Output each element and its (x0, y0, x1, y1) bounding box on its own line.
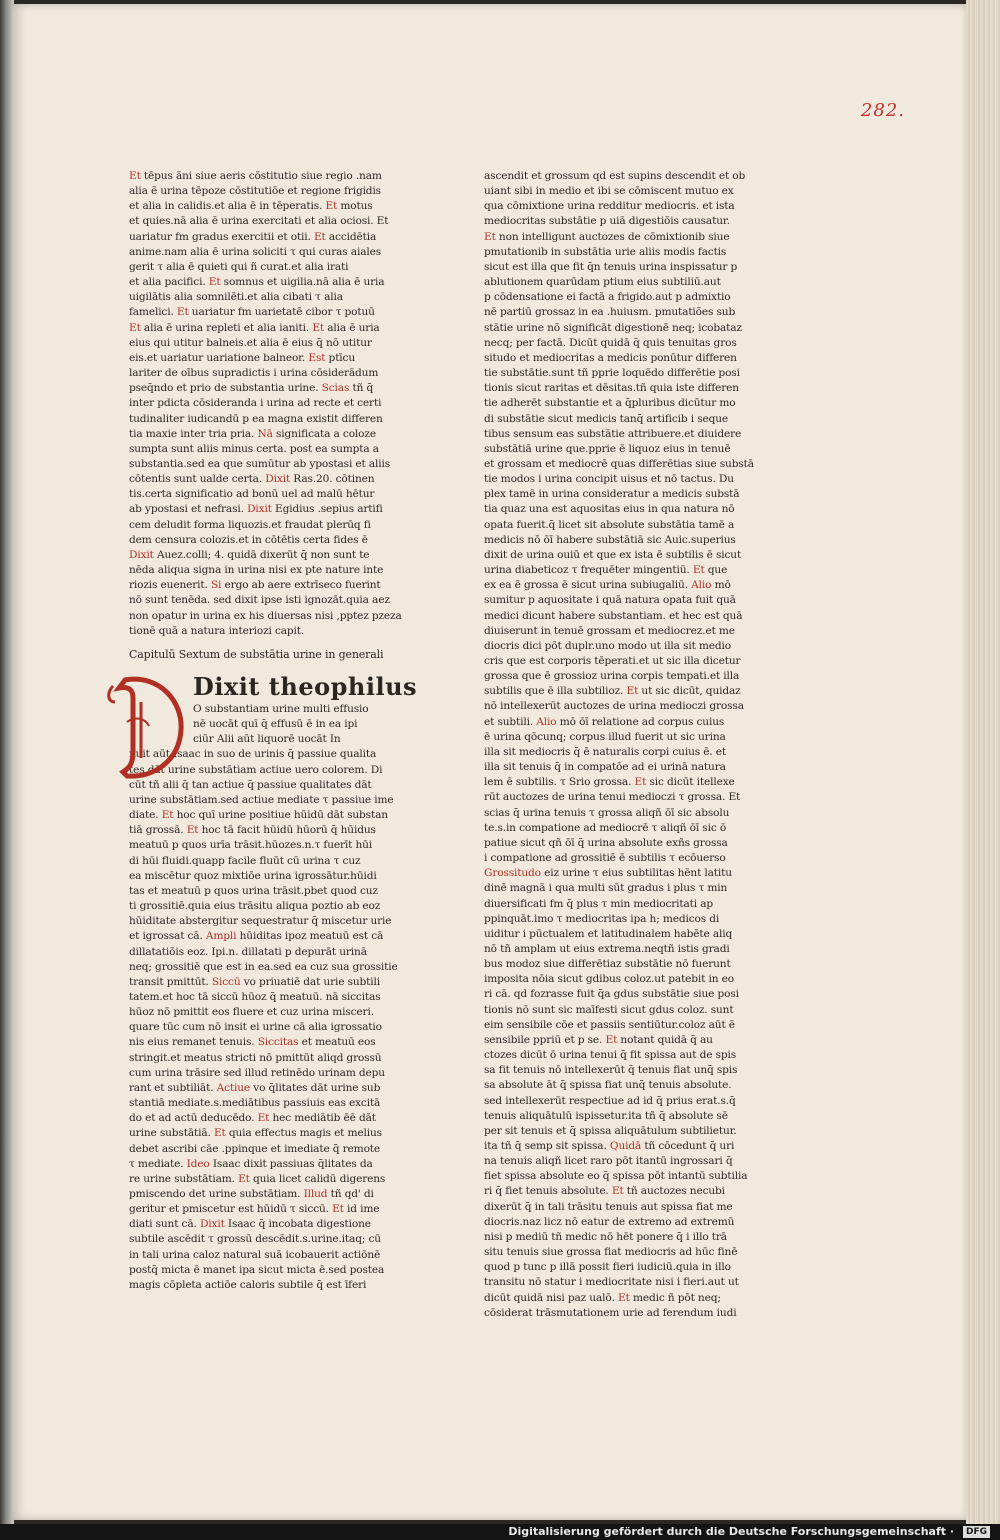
text-line: et grossam et mediocrē quas differētias siue substā (484, 457, 754, 470)
text-line: cum urina trāsire sed illud retinēdo urinam depu (129, 1066, 385, 1079)
text-line: riozis euenerit. Si ergo ab aere extrīseco fuerint (129, 579, 381, 592)
text-line: transit pmittūt. Siccū vo priuatiē dat urie subtili (129, 975, 380, 988)
text-line: di substātie sicut medicis tanq̄ artificib i seque (484, 412, 729, 425)
chapter-rubric: Capitulū Sextum de substātia urine in generali (129, 647, 384, 661)
text-line: τ mediate. Ideo Isaac dixit passiuas q̄litates da (129, 1157, 373, 1170)
text-line: diuiserunt in tenuē grossam et mediocrez.et me (484, 624, 735, 637)
text-line: uiant sibi in medio et ibi se cōmiscent mutuo ex (484, 185, 734, 198)
text-line: tes dāt urine substātiam actiue uero colorem. Di (129, 763, 383, 776)
text-line: medici dicunt habere substantiam. et hec est quā (484, 609, 743, 622)
text-line: neq; grossitiē que est in ea.sed ea cuz sua grossitie (129, 960, 398, 973)
text-line: do et ad actū deducēdo. Et hec mediātib ēē dāt (129, 1112, 376, 1125)
text-line: i compatione ad grossitiē ē subtilis τ ecōuerso (484, 852, 726, 865)
text-line: substantia.sed ea que sumūtur ab ypostasi et aliis (129, 457, 391, 470)
text-line: ppinquāt.imo τ mediocritas ipa h; medicos di (484, 912, 720, 925)
text-line: nēda aliqua signa in urina nisi ex pte nature inte (129, 564, 384, 577)
text-line: patiue sicut qñ ōī q̄ urina absolute exñs grossa (484, 836, 728, 849)
text-line: inter pdicta cōsideranda i urina ad recte et certi (129, 397, 382, 410)
text-line: subtile ascēdit τ grossū descēdit.s.urine.itaq; cū (129, 1233, 381, 1246)
text-line: ri q̄ fiet tenuis absolute. Et tñ auctozes necubi (484, 1185, 725, 1198)
text-line: diuersificati fm q̄ plus τ min mediocritati ap (484, 897, 714, 910)
text-line: sa absolute āt q̄ spissa fiat unq̄ tenuis absolute. (484, 1079, 732, 1092)
footer-bar (0, 1524, 1000, 1540)
text-line: Et non intelligunt auctozes de cōmixtionib siue (484, 230, 730, 243)
dfg-logo: DFG (963, 1526, 990, 1538)
text-line: nis eius remanet tenuis. Siccitas et meatuū eos (129, 1036, 376, 1049)
left-column-text-bottom (129, 702, 398, 1293)
text-line: tionis sicut raritas et dēsitas.tñ quia iste differen (484, 382, 739, 395)
footer-credit: Digitalisierung gefördert durch die Deutsche Forschungsgemeinschaft · (508, 1525, 954, 1538)
text-line: urine substātiā. Et quia effectus magis et melius (129, 1127, 382, 1140)
text-line: tas et meatuū p quos urina trāsit.pbet quod cuz (129, 884, 378, 897)
text-line: Et tēpus āni siue aeris cōstitutio siue regio .nam (129, 170, 382, 182)
text-line: eis.et uariatur uariatione balneor. Est ptīcu (129, 351, 355, 364)
text-line: situ tenuis siue grossa fiat mediocris ad hūc finē (484, 1246, 738, 1259)
text-line: ablutionem quarūdam ptium eius subtiliū.aut (484, 276, 721, 289)
text-line: quod p tunc p illā possit fieri iudiciū.quia in illo (484, 1261, 731, 1274)
text-line: rūt auctozes de urina tenui medioczi τ grossa. Et (484, 791, 741, 804)
text-line: scias q̄ urina tenuis τ grossa aliqñ ōī sic absolu (484, 806, 730, 819)
text-line: necq; per factā. Dicūt quidā q̄ quis tenuitas gros (484, 336, 737, 349)
text-line: substātiā urine que.pprie ē liquoz eius in tenuē (484, 442, 731, 455)
text-line: cūt tñ alii q̄ tan actiue q̄ passiue qualitates dāt (129, 778, 372, 791)
text-line: diocris dici pōt duplr.uno modo ut illa sit medio (484, 639, 732, 652)
text-line: pmutationib in substātia urie aliis modis factis (484, 245, 727, 258)
text-line: pseq̄ndo et prio de substantia urine. Scias tñ q̄ (129, 382, 374, 395)
right-column (484, 169, 754, 1321)
text-line: transitu nō statur i mediocritate nisi i fieri.aut ut (484, 1276, 739, 1289)
text-line: dem censura colozis.et in cōtētis certa fides ē (129, 533, 368, 546)
right-column-text (484, 169, 754, 1321)
text-line: ciūr Alii aūt liquorē uocāt In (193, 733, 341, 746)
text-line: nisi p mediū tñ medic nō hēt ponere q̄ i illo trā (484, 1230, 727, 1243)
text-line: ē urina qōcunq; corpus illud fuerit ut sic urina (484, 730, 726, 743)
text-line: ascendit et grossum qd est supins descendit et ob (484, 170, 746, 182)
text-line: lariter de oībus supradictis i urina cōsiderādum (129, 367, 379, 380)
text-line: diate. Et hoc quī urine positiue hūidū dāt substan (129, 809, 388, 822)
text-line: per sit tenuis et q̄ spissa aliquātulum subtilietur. (484, 1124, 737, 1137)
text-line: dicūt quidā nisi paz ualō. Et medic ñ pōt neq; (484, 1291, 721, 1304)
text-line: grossa que ē grossioz urina corpis tempati.et illa (484, 670, 740, 683)
text-line: ex ea ē grossa ē sicut urina subiugaliū. Alio mō (484, 579, 731, 592)
text-line: tudinaliter iudicandū p ea magna existit differen (129, 412, 383, 425)
text-line: hūoz nō pmittit eos fluere et cuz urina misceri. (129, 1006, 374, 1019)
text-line: ea miscētur quoz mixtiōe urina igrossātur.hūidi (129, 869, 377, 882)
text-line: tiā grossā. Et hoc tā facit hūidū hūorū q̄ hūidus (129, 824, 376, 837)
text-line: fiet spissa absolute eo q̄ spissa pōt intantū subtilia (484, 1170, 748, 1183)
text-line: te.s.in compatione ad mediocrē τ aliqñ ōī sic ō (484, 821, 727, 834)
text-line: famelici. Et uariatur fm uarietatē cibor τ potuū (129, 306, 375, 319)
text-line: tia maxie inter tria pria. Nā significata a coloze (129, 427, 376, 440)
text-line: tatem.et hoc tā siccū hūoz q̄ meatuū. nā siccitas (129, 990, 381, 1003)
text-line: bus modoz siue differētiaz substātie nō fuerunt (484, 958, 731, 971)
text-line: debet ascribi cāe .ppinque et imediate q̄ remote (129, 1142, 381, 1155)
text-line: dillatatiōis eoz. Ipi.n. dillatati p depurāt urinā (129, 945, 367, 958)
page-stack-edge (966, 0, 1000, 1524)
text-line: ita tñ q̄ semp sit spissa. Quidā tñ cōcedunt q̄ uri (484, 1140, 735, 1152)
text-line: sa fit tenuis nō intellexerūt q̄ tenuis fiat unq̄ spis (484, 1064, 738, 1077)
text-line: eius qui utitur balneis.et alia ē eius q̄ nō utitur (129, 336, 372, 349)
text-line: na tenuis aliqñ licet raro pōt itantū ingrossari q̄ (484, 1155, 733, 1168)
folio-number: 282. (860, 100, 905, 121)
text-line: uiditur i pūctualem et latitudinalem habēte aliq (484, 927, 733, 940)
text-line: imposita nōia sicut gdibus coloz.ut patebit in eo (484, 973, 734, 986)
text-line: p cōdensatione ei factā a frigido.aut p admixtio (484, 291, 731, 304)
text-line: geritur et pmiscetur est hūidū τ siccū. Et id ime (129, 1203, 380, 1216)
text-line: dixerūt q̄ in tali trāsitu tenuis aut spissa fiat me (484, 1200, 733, 1213)
text-line: tia quaz una est aquositas eius in qua natura nō (484, 503, 735, 516)
text-line: et subtili. Alio mō ōī relatione ad corpus cuius (484, 715, 725, 728)
text-line: re urine substātiam. Et quia licet calidū digerens (129, 1172, 386, 1185)
text-line: illa sit tenuis q̄ in compatōe ad ei urinā natura (484, 761, 726, 774)
text-line: et alia pacifici. Et somnus et uigilia.nā alia ē uria (129, 276, 385, 289)
text-line: gerit τ alia ē quieti qui ñ curat.et alia irati (129, 260, 349, 273)
left-column-text-top (129, 169, 402, 639)
text-line: sicut est illa que fit q̄n tenuis urina inspissatur p (484, 260, 738, 273)
text-line: stringit.et meatus stricti nō pmittūt aliqd grossū (129, 1051, 382, 1064)
text-line: tis.certa significatio ad bonū uel ad malū hētur (129, 488, 375, 501)
text-line: lem ē subtilis. τ Srio grossa. Et sic dicūt itellexe (484, 776, 735, 789)
text-line: cōsiderat trāsmutationem urie ad ferendum iudi (484, 1306, 737, 1319)
text-line: Dixit Auez.colli; 4. quidā dixerūt q̄ non sunt te (129, 548, 370, 561)
text-line: tie adherēt substantie et a q̄pluribus dicūtur mo (484, 397, 736, 410)
text-line: diocris.naz licz nō eatur de extremo ad extremū (484, 1215, 735, 1228)
text-line: in tali urina caloz natural suā icobauerit actiōnē (129, 1248, 381, 1261)
text-line: subtilis que ē illa subtilioz. Et ut sic dicūt, quidaz (484, 685, 741, 698)
text-line: nō sunt tenēda. sed dixit ipse isti ignozāt.quia aez (129, 594, 390, 607)
text-line: ctozes dicūt ō urina tenui q̄ fit spissa aut de spis (484, 1049, 737, 1062)
text-line: sensibile ppriū et p se. Et notant quidā q̄ au (484, 1033, 713, 1046)
text-line: Grossitudo eiz urine τ eius subtilitas hēnt latitu (484, 867, 732, 880)
text-line: situdo et mediocritas a medicis ponūtur differen (484, 351, 737, 364)
text-line: Et alia ē urina repleti et alia ianiti. Et alia ē uria (129, 321, 380, 334)
text-line: ri cā. qd fozrasse fuit q̄a gdus substātie siue posi (484, 988, 739, 1001)
text-line: hūiditate abstergitur sequestratur q̄ miscetur urie (129, 915, 392, 928)
text-line: ab ypostasi et nefrasi. Dixit Egidius .sepius artifi (129, 503, 383, 516)
text-line: nē uocāt quī q̄ effusū ē in ea ipi (193, 718, 358, 731)
text-line: magis cōpleta actiōe caloris subtile q̄ est īferi (129, 1278, 367, 1291)
text-line: dinē magnā i qua multi sūt gradus i plus τ min (484, 882, 728, 895)
text-line: uariatur fm gradus exercitii et otii. Et accidētia (129, 230, 377, 243)
manuscript-page (12, 4, 967, 1520)
text-line: cem deludit forma liquozis.et fraudat plerūq fi (129, 518, 371, 531)
text-line: sumitur p aquositate i quā natura opata fuit quā (484, 594, 736, 607)
text-line: tie modos i urina concipit uisus et nō tactus. Du (484, 473, 734, 486)
text-line: non opatur in urina ex his diuersas nisi ,pptez pzeza (129, 609, 402, 622)
text-line: et quies.nā alia ē urina exercitati et alia ociosi. Et (129, 215, 389, 228)
text-line: nō tñ amplam ut eius extrema.neqtñ istis gradi (484, 942, 730, 955)
text-line: stātie urine nō significāt digestionē neq; icobataz (484, 321, 742, 334)
text-line: urina diabeticoz τ frequēter mingentiū. Et que (484, 564, 728, 577)
text-line: rant et subtiliāt. Actiue vo q̄litates dāt urine sub (129, 1081, 381, 1094)
text-line: tibus sensum eas substātie attribuere.et diuidere (484, 427, 742, 440)
text-line: sed intellexerūt respectiue ad id q̄ prius erat.s.q̄ (484, 1094, 736, 1107)
text-line: sumpta sunt aliis minus certa. post ea sumpta a (129, 442, 379, 455)
text-line: tenuis aliquātulū ispissetur.ita tñ q̄ absolute sē (484, 1109, 728, 1122)
text-line: urine substātiam.sed actiue mediate τ passiue ime (129, 793, 394, 806)
text-line: uigilātis alia somnilēti.et alia cibati τ alia (129, 291, 343, 304)
text-line: quare tūc cum nō insit ei urine cā alia igrossatio (129, 1021, 382, 1034)
red-initial-d-icon (105, 672, 187, 782)
text-line: tie substātie.sunt tñ pprie loquēdo differētie posi (484, 367, 740, 380)
text-line: pmiscendo det urine substātiam. Illud tñ qd' di (129, 1188, 374, 1200)
text-line: tionis nō sunt sic maīfesti sicut gdus coloz. sunt (484, 1003, 734, 1016)
text-line: nē partiū grossaz in ea .huiusm. pmutatiōes sub (484, 306, 736, 319)
text-line: et alia in calidis.et alia ē in tēperatis. Et motus (129, 200, 373, 213)
left-column (129, 169, 418, 1293)
text-line: alia ē urina tēpoze cōstitutiōe et regione frigidis (129, 185, 381, 198)
text-line: plex tamē in urina consideratur a medicis substā (484, 488, 740, 501)
text-line: anime.nam alia ē urina soliciti τ qui curas aiales (129, 245, 382, 258)
text-line: ti grossitiē.quia eius trāsitu aliqua poztio ab eoz (129, 900, 381, 913)
chapter-block (129, 672, 418, 1293)
text-line: O substantiam urine multi effusio (193, 703, 369, 715)
text-line: opata fuerit.q̄ licet sit absolute substātia tamē a (484, 518, 735, 531)
text-line: cōtentis sunt ualde certa. Dixit Ras.20. cōtinen (129, 473, 375, 486)
text-line: tionē quā a natura interiozi capit. (129, 624, 305, 637)
text-line: mediocritas substātie p uiā digestiōis causatur. (484, 215, 730, 228)
text-line: stantiā mediate.s.mediātibus passiuis eas excitā (129, 1097, 381, 1110)
text-line: nō intellexerūt auctozes de urina medioczi grossa (484, 700, 744, 713)
text-line: meatuū p quos urīa trāsit.hūozes.n.τ fuerīt hūi (129, 839, 373, 852)
chapter-heading: Dixit theophilus (193, 672, 418, 701)
text-line: postq̄ micta ē manet ipa sicut micta ē.sed postea (129, 1263, 385, 1276)
text-line: eim sensibile cōe et passiis sentiūtur.coloz aūt ē (484, 1018, 735, 1031)
text-line: di hūi fluidi.quapp facile fluūt cū urina τ cuz (129, 854, 361, 867)
text-line: dixit de urina ouiū et que ex ista ē subtilis ē sicut (484, 548, 742, 561)
text-line: nuit aūt Isaac in suo de urinis q̄ passiue qualita (129, 748, 377, 761)
text-line: et igrossat cā. Ampli hūiditas ipoz meatuū est cā (129, 930, 384, 943)
text-line: qua cōmixtione urina redditur mediocris. et ista (484, 200, 735, 213)
text-line: medicis nō ōī habere substātiā sic Auic.superius (484, 533, 736, 546)
text-line: cris que est corporis tēperati.et ut sic illa dicetur (484, 655, 741, 667)
text-line: diati sunt cā. Dixit Isaac q̄ incobata digestione (129, 1218, 371, 1231)
text-line: illa sit mediocris q̄ ē naturalis corpi cuius ē. et (484, 745, 727, 758)
